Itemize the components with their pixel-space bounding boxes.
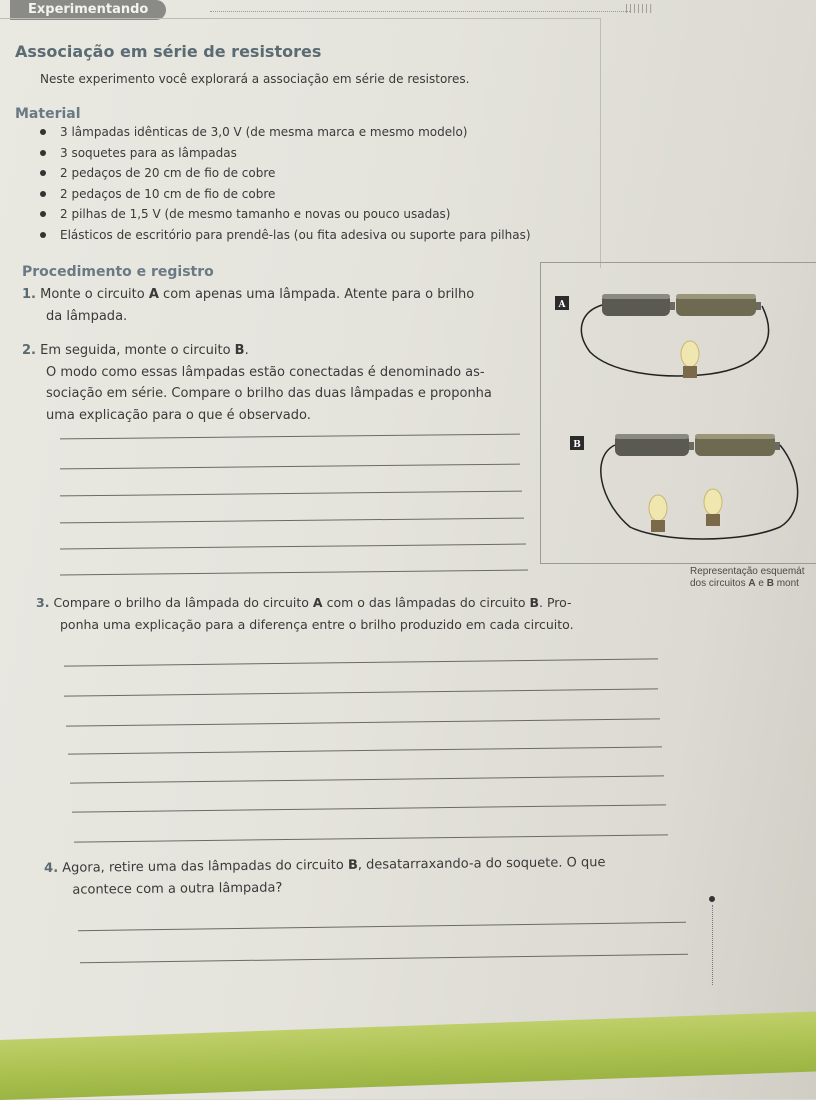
answer-line[interactable]	[68, 746, 662, 754]
question-text: da lâmpada.	[46, 308, 128, 324]
caption-line: mont	[773, 578, 799, 589]
circuit-b-wire	[601, 445, 798, 539]
question-text: ponha uma explicação para a diferença entre o brilho produzido em cada circuito.	[60, 616, 574, 632]
answer-line[interactable]	[80, 954, 688, 963]
answer-line[interactable]	[74, 834, 668, 842]
figure-caption	[690, 566, 805, 590]
circuit-label: A	[748, 578, 756, 589]
question-text: .	[244, 343, 249, 358]
circuit-label: A	[312, 595, 323, 610]
question-number: 4.	[44, 860, 59, 876]
answer-line[interactable]	[60, 570, 528, 576]
question-text: , desatarraxando-a do soquete. O que	[357, 855, 606, 873]
answer-line[interactable]	[60, 464, 520, 470]
answer-line[interactable]	[60, 434, 520, 440]
question-1	[22, 284, 474, 327]
answer-line[interactable]	[66, 718, 660, 726]
lamp-icon	[649, 495, 667, 532]
page-bottom-band	[0, 1012, 816, 1100]
circuit-b-label: B	[573, 440, 581, 450]
material-list	[40, 122, 531, 245]
frame-right-rule	[600, 18, 601, 268]
circuit-label: B	[347, 857, 358, 873]
answer-line[interactable]	[78, 922, 686, 931]
circuit-label: B	[234, 343, 245, 358]
material-item: Elásticos de escritório para prendê-las (ou fita adesiva ou suporte para pilhas)	[40, 225, 531, 246]
question-text: Agora, retire uma das lâmpadas do circuito	[62, 857, 348, 876]
answer-line[interactable]	[60, 491, 522, 497]
question-text: O modo como essas lâmpadas estão conectadas é denominado as-	[46, 364, 485, 380]
answer-line[interactable]	[70, 775, 664, 783]
question-text: Em seguida, monte o circuito	[40, 343, 235, 358]
circuit-label: A	[148, 287, 159, 302]
question-number: 1.	[22, 287, 36, 302]
question-text: com apenas uma lâmpada. Atente para o brilho	[158, 287, 475, 302]
answer-line[interactable]	[60, 544, 526, 550]
section-tab	[10, 0, 166, 20]
question-text: sociação em série. Compare o brilho das duas lâmpadas e proponha	[46, 386, 492, 401]
header-dotted-rule	[210, 11, 630, 12]
margin-dot-icon	[709, 896, 715, 902]
answer-line[interactable]	[60, 518, 524, 524]
material-item: 3 lâmpadas idênticas de 3,0 V (de mesma marca e mesmo modelo)	[40, 122, 531, 143]
header-bars-icon: |||||||	[625, 4, 654, 14]
material-item: 2 pedaços de 20 cm de fio de cobre	[40, 163, 531, 184]
question-text: com o das lâmpadas do circuito	[322, 595, 530, 610]
intro-text: Neste experimento você explorará a associação em série de resistores.	[40, 72, 470, 86]
procedure-heading: Procedimento e registro	[22, 264, 214, 280]
caption-line: dos circuitos	[690, 578, 749, 589]
circuit-figure	[540, 262, 816, 562]
material-item: 3 soquetes para as lâmpadas	[40, 143, 531, 164]
question-text: acontece com a outra lâmpada?	[72, 880, 283, 898]
circuit-label: B	[529, 595, 540, 610]
material-item: 2 pilhas de 1,5 V (de mesmo tamanho e novas ou pouco usadas)	[40, 204, 531, 225]
question-4	[44, 852, 606, 901]
frame-top-rule	[0, 18, 600, 19]
lamp-icon	[681, 341, 699, 378]
answer-line[interactable]	[72, 804, 666, 812]
question-text: Monte o circuito	[40, 287, 149, 302]
lamp-icon	[704, 489, 722, 526]
question-number: 3.	[36, 595, 50, 610]
question-text: . Pro-	[539, 595, 572, 610]
margin-dotted-rule	[712, 905, 713, 985]
page-title: Associação em série de resistores	[15, 42, 322, 61]
circuit-a-label: A	[558, 300, 566, 310]
answer-line[interactable]	[64, 658, 658, 666]
question-text: Compare o brilho da lâmpada do circuito	[53, 595, 313, 610]
circuit-label: B	[766, 578, 774, 589]
question-2	[22, 340, 492, 426]
question-text: uma explicação para o que é observado.	[46, 407, 311, 423]
answer-line[interactable]	[64, 688, 658, 696]
question-3	[36, 592, 574, 635]
battery-icon	[615, 434, 780, 456]
question-number: 2.	[22, 343, 36, 358]
caption-line: e	[755, 578, 767, 589]
material-item: 2 pedaços de 10 cm de fio de cobre	[40, 184, 531, 205]
section-tab-label: Experimentando	[28, 2, 149, 17]
battery-icon	[602, 294, 761, 316]
material-heading: Material	[15, 106, 81, 122]
caption-line: Representação esquemát	[690, 566, 805, 577]
